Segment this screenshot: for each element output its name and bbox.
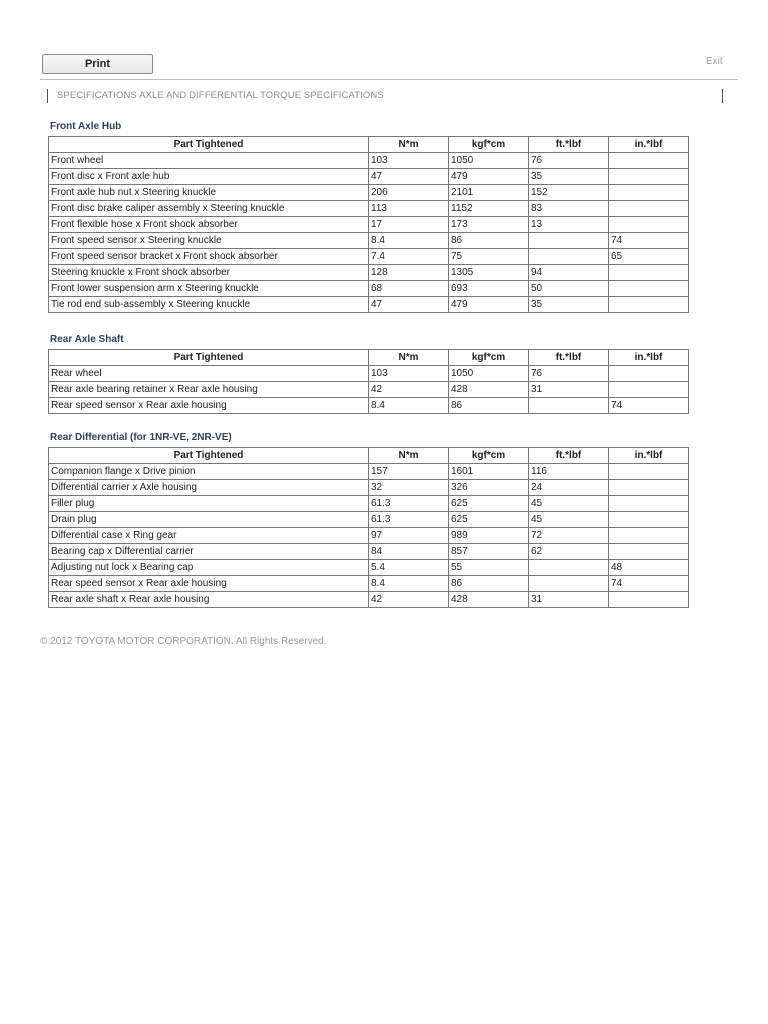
- kgfcm-cell: 1305: [449, 265, 529, 281]
- table-row: [49, 464, 689, 480]
- table-row: [49, 496, 689, 512]
- kgfcm-cell: 1152: [449, 201, 529, 217]
- part-cell: Steering knuckle x Front shock absorber: [49, 265, 369, 281]
- table-header-row: [49, 350, 689, 366]
- nm-cell: 103: [369, 366, 449, 382]
- ftlbf-cell: [529, 249, 609, 265]
- copyright-footer: © 2012 TOYOTA MOTOR CORPORATION. All Rights Reserved.: [40, 636, 327, 647]
- table-row: [49, 153, 689, 169]
- part-cell: Rear speed sensor x Rear axle housing: [49, 576, 369, 592]
- section-title-rear-axle-shaft: Rear Axle Shaft: [50, 334, 124, 345]
- ftlbf-cell: 13: [529, 217, 609, 233]
- ftlbf-cell: [529, 233, 609, 249]
- table-row: [49, 265, 689, 281]
- column-header-ftlbf: ft.*lbf: [529, 350, 609, 366]
- inlbf-cell: [609, 592, 689, 608]
- part-cell: Front disc x Front axle hub: [49, 169, 369, 185]
- nm-cell: 97: [369, 528, 449, 544]
- kgfcm-cell: 625: [449, 496, 529, 512]
- kgfcm-cell: 428: [449, 382, 529, 398]
- ftlbf-cell: 45: [529, 496, 609, 512]
- table-row: [49, 512, 689, 528]
- column-header-part: Part Tightened: [49, 137, 369, 153]
- column-header-kgfcm: kgf*cm: [449, 448, 529, 464]
- ftlbf-cell: 94: [529, 265, 609, 281]
- ftlbf-cell: 152: [529, 185, 609, 201]
- nm-cell: 68: [369, 281, 449, 297]
- part-cell: Adjusting nut lock x Bearing cap: [49, 560, 369, 576]
- ftlbf-cell: 62: [529, 544, 609, 560]
- ftlbf-cell: 116: [529, 464, 609, 480]
- table-row: [49, 560, 689, 576]
- part-cell: Filler plug: [49, 496, 369, 512]
- torque-table-front-axle-hub: [48, 136, 689, 313]
- nm-cell: 157: [369, 464, 449, 480]
- ftlbf-cell: 35: [529, 169, 609, 185]
- inlbf-cell: [609, 382, 689, 398]
- inlbf-cell: [609, 217, 689, 233]
- kgfcm-cell: 428: [449, 592, 529, 608]
- column-header-inlbf: in.*lbf: [609, 350, 689, 366]
- inlbf-cell: [609, 169, 689, 185]
- inlbf-cell: 74: [609, 576, 689, 592]
- table-row: [49, 201, 689, 217]
- table-row: [49, 281, 689, 297]
- kgfcm-cell: 2101: [449, 185, 529, 201]
- table-row: [49, 185, 689, 201]
- torque-table-rear-differential: [48, 447, 689, 608]
- inlbf-cell: [609, 297, 689, 313]
- kgfcm-cell: 75: [449, 249, 529, 265]
- ftlbf-cell: 24: [529, 480, 609, 496]
- kgfcm-cell: 625: [449, 512, 529, 528]
- table-header-row: [49, 137, 689, 153]
- kgfcm-cell: 989: [449, 528, 529, 544]
- nm-cell: 61.3: [369, 512, 449, 528]
- column-header-nm: N*m: [369, 137, 449, 153]
- ftlbf-cell: 76: [529, 153, 609, 169]
- kgfcm-cell: 55: [449, 560, 529, 576]
- inlbf-cell: 48: [609, 560, 689, 576]
- part-cell: Bearing cap x Differential carrier: [49, 544, 369, 560]
- column-header-inlbf: in.*lbf: [609, 137, 689, 153]
- section-title-front-axle-hub: Front Axle Hub: [50, 121, 122, 132]
- nm-cell: 47: [369, 297, 449, 313]
- exit-link[interactable]: Exit: [706, 56, 723, 67]
- nm-cell: 8.4: [369, 576, 449, 592]
- breadcrumb-left-bar: [47, 89, 48, 103]
- kgfcm-cell: 1601: [449, 464, 529, 480]
- inlbf-cell: 74: [609, 233, 689, 249]
- table-row: [49, 382, 689, 398]
- print-button[interactable]: Print: [42, 54, 153, 74]
- table-row: [49, 249, 689, 265]
- part-cell: Tie rod end sub-assembly x Steering knuckle: [49, 297, 369, 313]
- part-cell: Front lower suspension arm x Steering knuckle: [49, 281, 369, 297]
- table-row: [49, 544, 689, 560]
- part-cell: Differential carrier x Axle housing: [49, 480, 369, 496]
- ftlbf-cell: 31: [529, 592, 609, 608]
- table-row: [49, 398, 689, 414]
- ftlbf-cell: [529, 576, 609, 592]
- inlbf-cell: [609, 528, 689, 544]
- nm-cell: 84: [369, 544, 449, 560]
- inlbf-cell: [609, 185, 689, 201]
- kgfcm-cell: 86: [449, 233, 529, 249]
- nm-cell: 32: [369, 480, 449, 496]
- part-cell: Rear wheel: [49, 366, 369, 382]
- inlbf-cell: [609, 544, 689, 560]
- part-cell: Front speed sensor x Steering knuckle: [49, 233, 369, 249]
- column-header-part: Part Tightened: [49, 448, 369, 464]
- nm-cell: 42: [369, 382, 449, 398]
- part-cell: Companion flange x Drive pinion: [49, 464, 369, 480]
- nm-cell: 206: [369, 185, 449, 201]
- column-header-part: Part Tightened: [49, 350, 369, 366]
- nm-cell: 113: [369, 201, 449, 217]
- kgfcm-cell: 1050: [449, 153, 529, 169]
- kgfcm-cell: 693: [449, 281, 529, 297]
- inlbf-cell: [609, 464, 689, 480]
- breadcrumb: SPECIFICATIONS AXLE AND DIFFERENTIAL TORQUE SPECIFICATIONS: [57, 90, 384, 101]
- inlbf-cell: [609, 366, 689, 382]
- nm-cell: 47: [369, 169, 449, 185]
- ftlbf-cell: 31: [529, 382, 609, 398]
- table-row: [49, 217, 689, 233]
- part-cell: Rear axle shaft x Rear axle housing: [49, 592, 369, 608]
- kgfcm-cell: 173: [449, 217, 529, 233]
- part-cell: Drain plug: [49, 512, 369, 528]
- kgfcm-cell: 1050: [449, 366, 529, 382]
- table-row: [49, 297, 689, 313]
- column-header-nm: N*m: [369, 448, 449, 464]
- table-row: [49, 233, 689, 249]
- part-cell: Front speed sensor bracket x Front shock absorber: [49, 249, 369, 265]
- nm-cell: 5.4: [369, 560, 449, 576]
- table-row: [49, 366, 689, 382]
- part-cell: Rear axle bearing retainer x Rear axle housing: [49, 382, 369, 398]
- inlbf-cell: [609, 496, 689, 512]
- nm-cell: 42: [369, 592, 449, 608]
- part-cell: Differential case x Ring gear: [49, 528, 369, 544]
- table-row: [49, 592, 689, 608]
- nm-cell: 61.3: [369, 496, 449, 512]
- ftlbf-cell: 83: [529, 201, 609, 217]
- table-row: [49, 169, 689, 185]
- table-row: [49, 576, 689, 592]
- column-header-nm: N*m: [369, 350, 449, 366]
- column-header-inlbf: in.*lbf: [609, 448, 689, 464]
- part-cell: Front flexible hose x Front shock absorber: [49, 217, 369, 233]
- part-cell: Front axle hub nut x Steering knuckle: [49, 185, 369, 201]
- ftlbf-cell: 35: [529, 297, 609, 313]
- column-header-ftlbf: ft.*lbf: [529, 137, 609, 153]
- part-cell: Rear speed sensor x Rear axle housing: [49, 398, 369, 414]
- nm-cell: 17: [369, 217, 449, 233]
- torque-table-rear-axle-shaft: [48, 349, 689, 414]
- inlbf-cell: [609, 512, 689, 528]
- table-header-row: [49, 448, 689, 464]
- inlbf-cell: [609, 281, 689, 297]
- kgfcm-cell: 857: [449, 544, 529, 560]
- column-header-kgfcm: kgf*cm: [449, 137, 529, 153]
- part-cell: Front wheel: [49, 153, 369, 169]
- ftlbf-cell: 76: [529, 366, 609, 382]
- inlbf-cell: [609, 153, 689, 169]
- header-divider: [40, 79, 738, 80]
- ftlbf-cell: 50: [529, 281, 609, 297]
- nm-cell: 8.4: [369, 233, 449, 249]
- inlbf-cell: 65: [609, 249, 689, 265]
- kgfcm-cell: 479: [449, 169, 529, 185]
- inlbf-cell: [609, 265, 689, 281]
- ftlbf-cell: 72: [529, 528, 609, 544]
- inlbf-cell: [609, 480, 689, 496]
- nm-cell: 8.4: [369, 398, 449, 414]
- nm-cell: 128: [369, 265, 449, 281]
- kgfcm-cell: 326: [449, 480, 529, 496]
- inlbf-cell: [609, 201, 689, 217]
- column-header-ftlbf: ft.*lbf: [529, 448, 609, 464]
- table-row: [49, 480, 689, 496]
- ftlbf-cell: [529, 560, 609, 576]
- kgfcm-cell: 479: [449, 297, 529, 313]
- ftlbf-cell: [529, 398, 609, 414]
- inlbf-cell: 74: [609, 398, 689, 414]
- nm-cell: 7.4: [369, 249, 449, 265]
- kgfcm-cell: 86: [449, 398, 529, 414]
- section-title-rear-differential: Rear Differential (for 1NR-VE, 2NR-VE): [50, 432, 232, 443]
- kgfcm-cell: 86: [449, 576, 529, 592]
- column-header-kgfcm: kgf*cm: [449, 350, 529, 366]
- ftlbf-cell: 45: [529, 512, 609, 528]
- table-row: [49, 528, 689, 544]
- breadcrumb-right-bar: [722, 89, 723, 103]
- part-cell: Front disc brake caliper assembly x Steering knuckle: [49, 201, 369, 217]
- nm-cell: 103: [369, 153, 449, 169]
